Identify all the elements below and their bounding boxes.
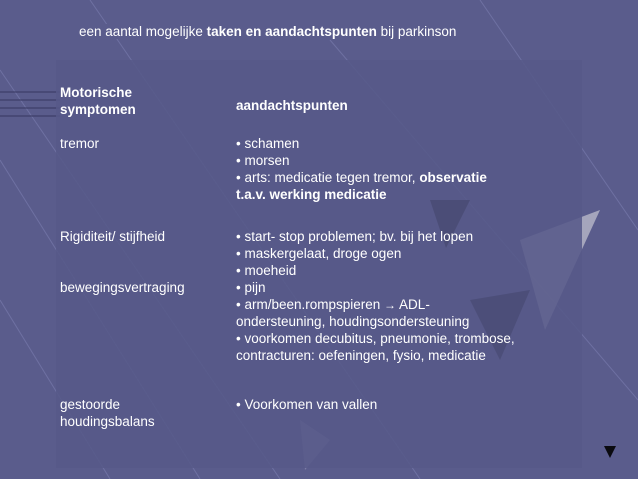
header-symptoms-line2: symptomen <box>60 102 136 117</box>
point-rigidity-2: • maskergelaat, droge ogen <box>236 246 402 261</box>
header-points: aandachtspunten <box>236 98 348 113</box>
arrow-right-icon: → <box>384 298 397 312</box>
point-balance-1: • Voorkomen van vallen <box>236 397 378 412</box>
title-suffix: bij parkinson <box>376 24 457 39</box>
point-rigidity-3: • moeheid <box>236 263 297 278</box>
point-brady-2-tail: ADL- <box>396 297 430 312</box>
point-tremor-emphasis: observatie <box>419 170 487 185</box>
symptom-bradykinesia: bewegingsvertraging <box>60 280 185 295</box>
symptom-rigidity: Rigiditeit/ stijfheid <box>60 229 166 244</box>
header-symptoms-line1: Motorische <box>60 85 133 100</box>
point-brady-2-text: • arm/been.rompspieren <box>236 297 385 312</box>
point-brady-3: ondersteuning, houdingsondersteuning <box>236 314 470 329</box>
point-brady-1: • pijn <box>236 280 266 295</box>
point-brady-2 <box>236 296 430 314</box>
symptom-balance-line1: gestoorde <box>60 397 121 412</box>
point-tremor-1: • schamen <box>236 136 300 151</box>
symptom-tremor: tremor <box>60 136 100 151</box>
point-tremor-4: t.a.v. werking medicatie <box>236 187 387 202</box>
point-brady-5: contracturen: oefeningen, fysio, medicatie <box>236 348 486 363</box>
slide-title <box>79 24 456 39</box>
point-rigidity-1: • start- stop problemen; bv. bij het lopen <box>236 229 474 244</box>
title-bold: taken en aandachtspunten <box>206 24 377 39</box>
point-brady-4: • voorkomen decubitus, pneumonie, trombose, <box>236 331 515 346</box>
point-tremor-2: • morsen <box>236 153 290 168</box>
point-tremor-3 <box>236 169 487 186</box>
title-prefix: een aantal mogelijke <box>79 24 207 39</box>
symptom-balance-line2: houdingsbalans <box>60 414 155 429</box>
point-tremor-3-text: • arts: medicatie tegen tremor, <box>236 170 420 185</box>
